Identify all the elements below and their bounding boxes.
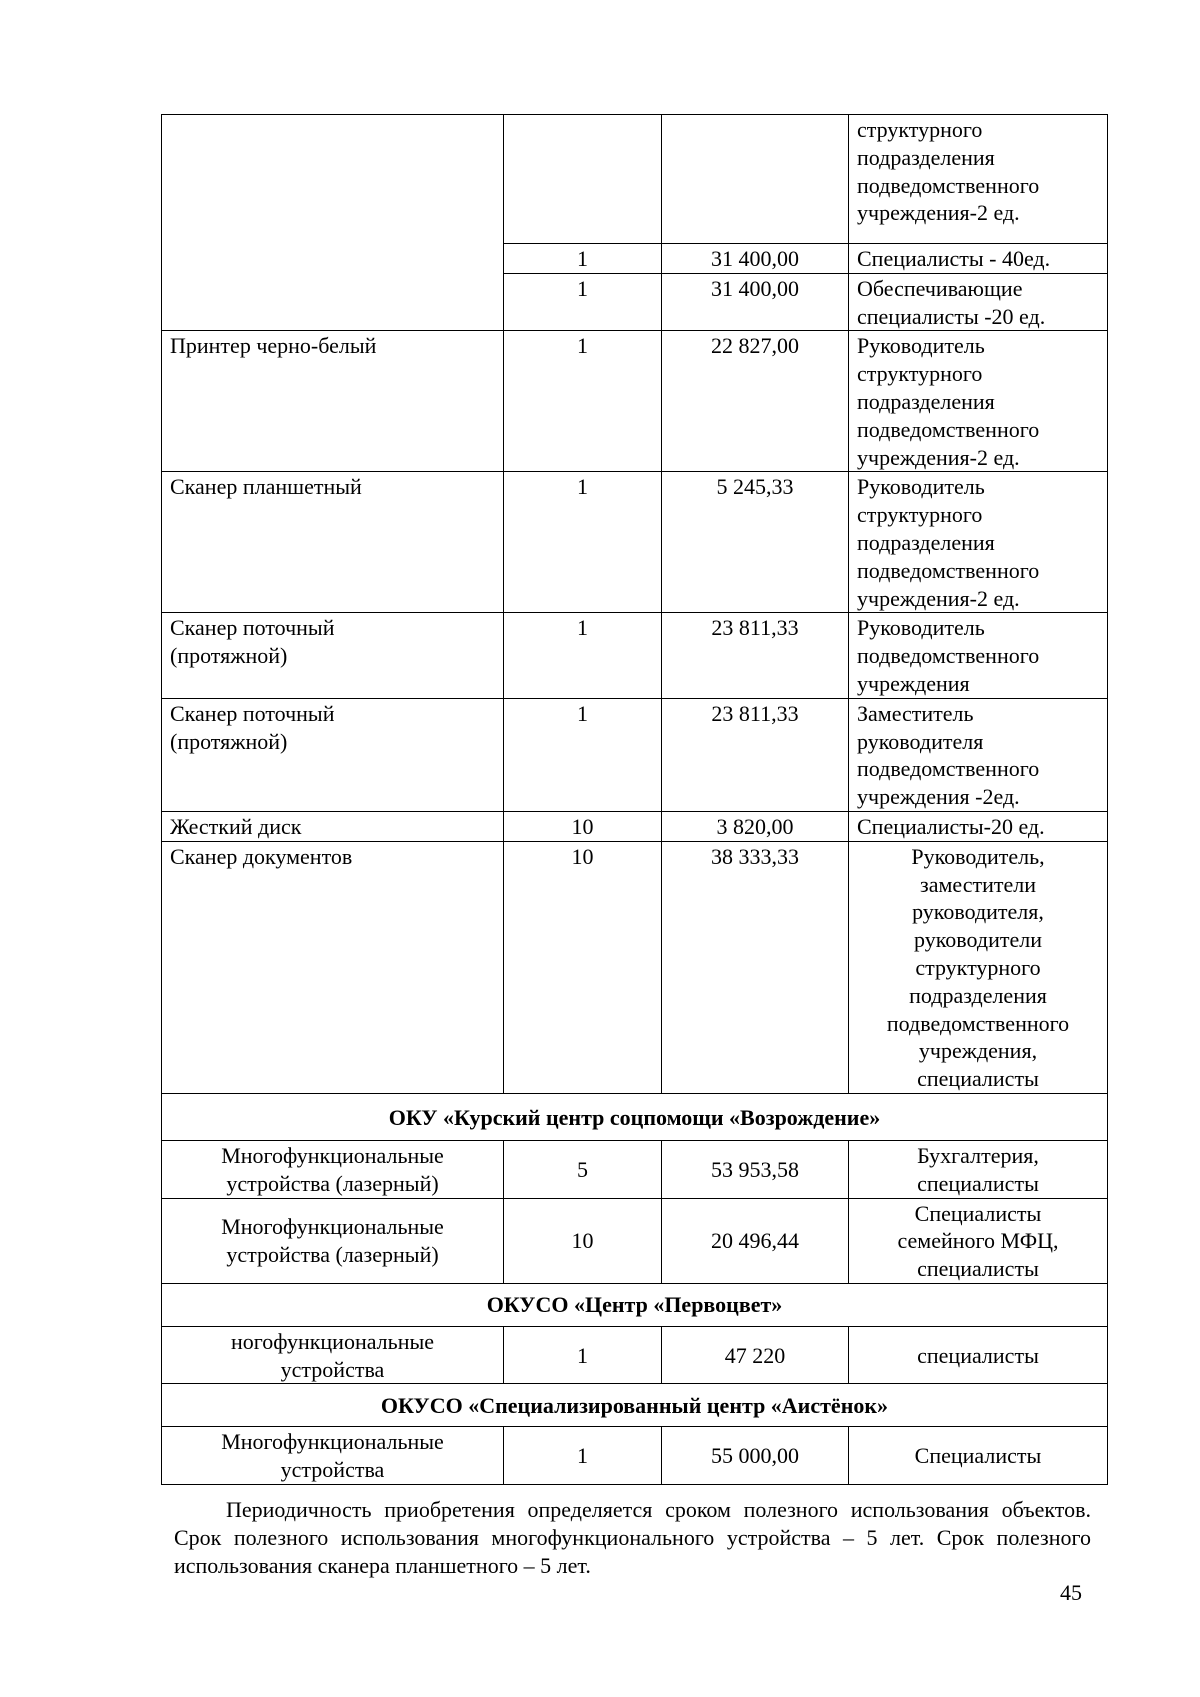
qty-cell: 1 <box>504 331 662 472</box>
position-cell: Специалисты семейного МФЦ, специалисты <box>849 1198 1108 1283</box>
price-cell: 31 400,00 <box>662 244 849 274</box>
price-cell: 20 496,44 <box>662 1198 849 1283</box>
position-cell: Руководитель подведомственного учреждения <box>849 613 1108 698</box>
section-header-row <box>162 1283 1108 1326</box>
price-cell: 47 220 <box>662 1326 849 1384</box>
item-cell: Многофункциональные устройства <box>162 1427 504 1485</box>
equipment-table <box>161 114 1108 1485</box>
table-row <box>162 331 1108 472</box>
price-cell: 38 333,33 <box>662 841 849 1093</box>
price-cell: 5 245,33 <box>662 472 849 613</box>
table-row <box>162 1326 1108 1384</box>
qty-cell <box>504 115 662 244</box>
item-cell: ногофункциональные устройства <box>162 1326 504 1384</box>
item-cell: Сканер поточный (протяжной) <box>162 613 504 698</box>
qty-cell: 1 <box>504 698 662 811</box>
table-row <box>162 1427 1108 1485</box>
table-row <box>162 1140 1108 1198</box>
qty-cell: 1 <box>504 1427 662 1485</box>
position-cell: Специалисты-20 ед. <box>849 811 1108 841</box>
position-cell: Руководитель структурного подразделения подведомственного учреждения-2 ед. <box>849 472 1108 613</box>
price-cell: 53 953,58 <box>662 1140 849 1198</box>
price-cell: 23 811,33 <box>662 613 849 698</box>
item-cell: Принтер черно-белый <box>162 331 504 472</box>
footnote-paragraph: Периодичность приобретения определяется сроком полезного использования объектов. Срок полезного использования многофункционального устройства – 5 лет. Срок полезного использования сканера планшетного – 5 лет. <box>174 1497 1091 1578</box>
page-number: 45 <box>1060 1580 1082 1605</box>
price-cell: 3 820,00 <box>662 811 849 841</box>
position-cell: Руководитель структурного подразделения подведомственного учреждения-2 ед. <box>849 331 1108 472</box>
position-cell: структурного подразделения подведомственного учреждения-2 ед. <box>849 115 1108 244</box>
item-cell: Многофункциональные устройства (лазерный) <box>162 1140 504 1198</box>
table-row <box>162 472 1108 613</box>
section-header-row <box>162 1384 1108 1427</box>
item-cell: Сканер планшетный <box>162 472 504 613</box>
item-cell: Сканер поточный (протяжной) <box>162 698 504 811</box>
price-cell: 23 811,33 <box>662 698 849 811</box>
qty-cell: 1 <box>504 1326 662 1384</box>
position-cell: Бухгалтерия, специалисты <box>849 1140 1108 1198</box>
section-title: ОКУ «Курский центр соцпомощи «Возрождение» <box>162 1093 1108 1140</box>
position-cell: Обеспечивающие специалисты -20 ед. <box>849 273 1108 331</box>
item-cell: Многофункциональные устройства (лазерный) <box>162 1198 504 1283</box>
position-cell: Заместитель руководителя подведомственного учреждения -2ед. <box>849 698 1108 811</box>
position-cell: Специалисты <box>849 1427 1108 1485</box>
qty-cell: 10 <box>504 1198 662 1283</box>
section-header-row <box>162 1093 1108 1140</box>
qty-cell: 1 <box>504 613 662 698</box>
table-row <box>162 811 1108 841</box>
price-cell: 22 827,00 <box>662 331 849 472</box>
section-title: ОКУСО «Центр «Первоцвет» <box>162 1283 1108 1326</box>
item-cell <box>162 115 504 331</box>
table-row <box>162 841 1108 1093</box>
table-row <box>162 115 1108 244</box>
item-cell: Жесткий диск <box>162 811 504 841</box>
position-cell: Руководитель, заместители руководителя, руководители структурного подразделения подведомственного учреждения, специалисты <box>849 841 1108 1093</box>
item-cell: Сканер документов <box>162 841 504 1093</box>
qty-cell: 1 <box>504 244 662 274</box>
qty-cell: 5 <box>504 1140 662 1198</box>
table-row <box>162 698 1108 811</box>
qty-cell: 1 <box>504 472 662 613</box>
qty-cell: 1 <box>504 273 662 331</box>
table-row <box>162 613 1108 698</box>
table-row <box>162 1198 1108 1283</box>
price-cell <box>662 115 849 244</box>
qty-cell: 10 <box>504 841 662 1093</box>
price-cell: 31 400,00 <box>662 273 849 331</box>
position-cell: специалисты <box>849 1326 1108 1384</box>
section-title: ОКУСО «Специализированный центр «Аистёнок» <box>162 1384 1108 1427</box>
price-cell: 55 000,00 <box>662 1427 849 1485</box>
qty-cell: 10 <box>504 811 662 841</box>
position-cell: Специалисты - 40ед. <box>849 244 1108 274</box>
